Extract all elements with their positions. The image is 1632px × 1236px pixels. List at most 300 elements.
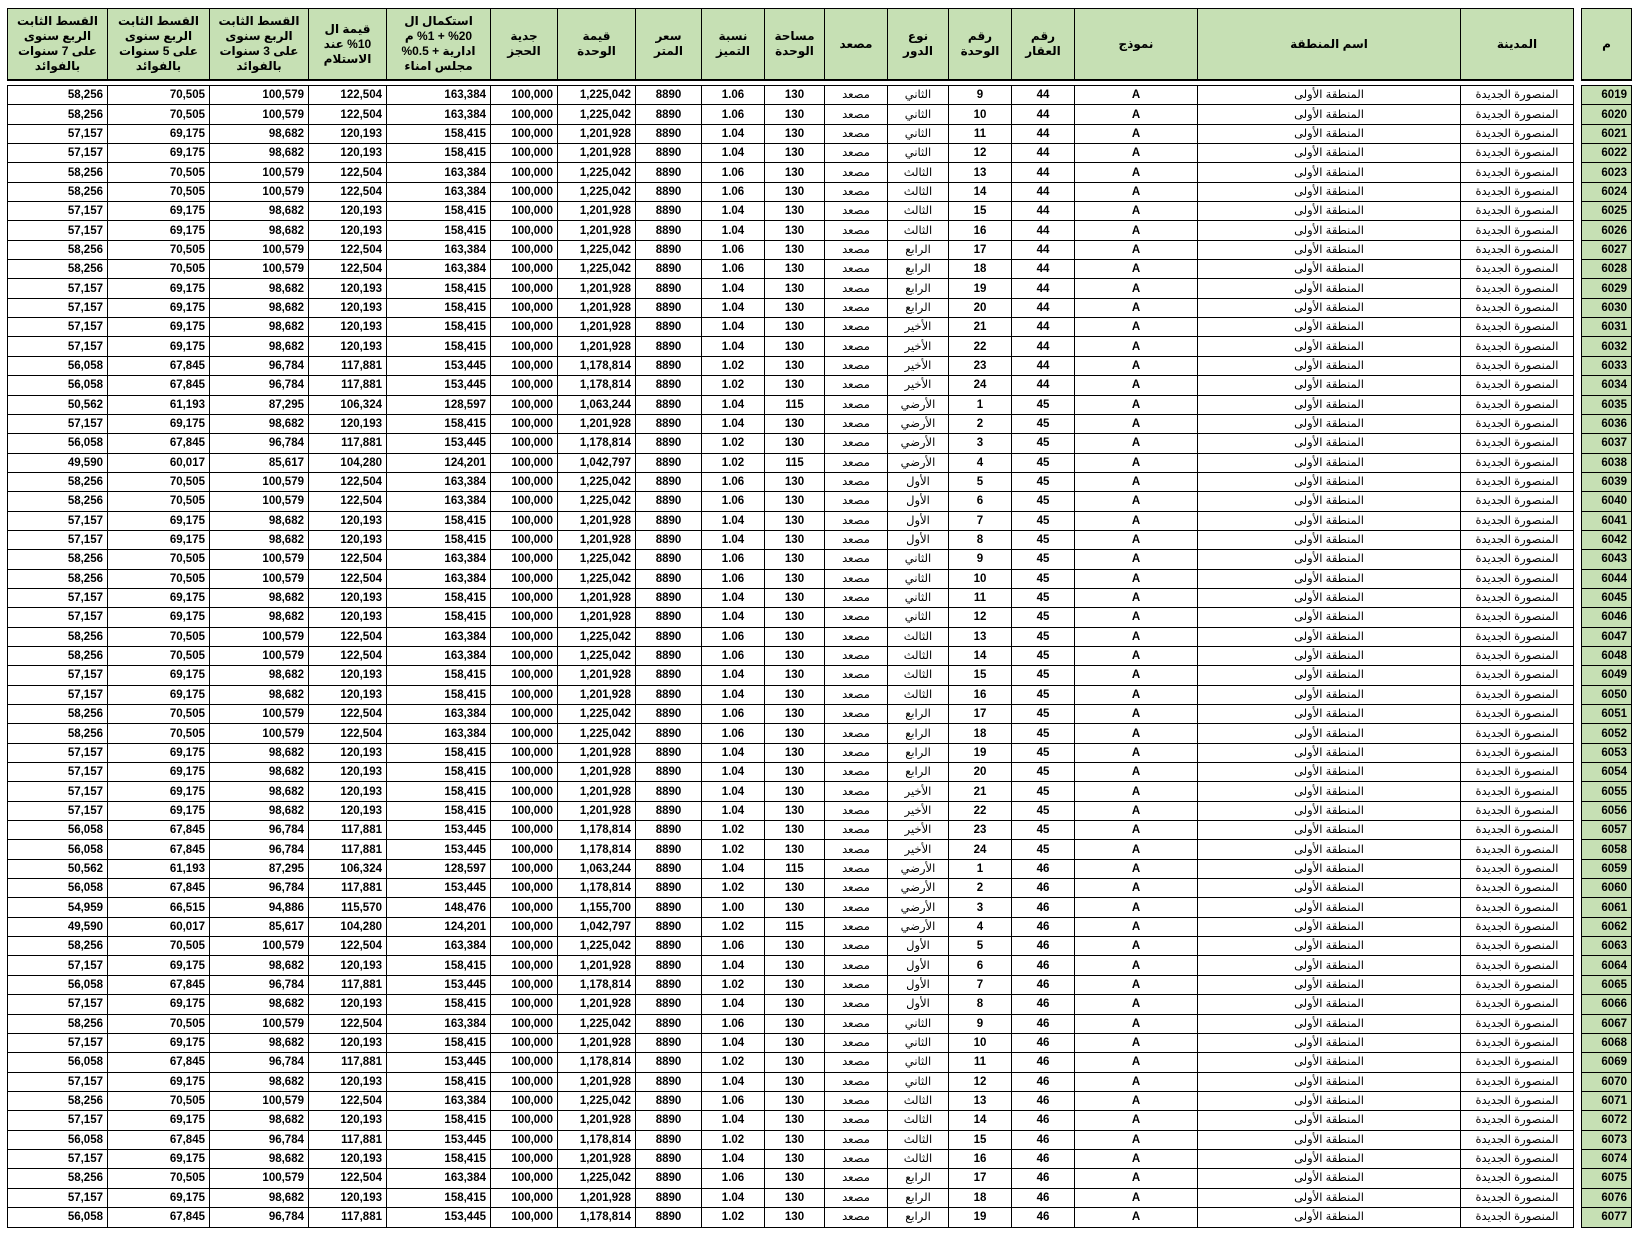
table-row [8,163,1632,182]
cell-booking: 100,000 [491,646,558,665]
cell-floor: الأول [888,995,949,1014]
cell-building: 45 [1012,395,1075,414]
cell-complete20: 153,445 [387,1130,491,1149]
cell-building: 46 [1012,1091,1075,1110]
cell-q5: 69,175 [108,666,210,685]
cell-m: 6054 [1582,763,1632,782]
cell-building: 46 [1012,1014,1075,1033]
cell-premium: 1.04 [702,337,765,356]
cell-model: A [1075,453,1198,472]
cell-q3: 98,682 [210,956,309,975]
cell-model: A [1075,434,1198,453]
cell-price-m: 8890 [636,1091,702,1110]
cell-q3: 96,784 [210,376,309,395]
cell-premium: 1.06 [702,627,765,646]
cell-q7: 57,157 [8,511,108,530]
cell-zone: المنطقة الأولى [1198,1207,1461,1227]
cell-handover10: 122,504 [309,163,387,182]
cell-zone: المنطقة الأولى [1198,318,1461,337]
cell-area: 130 [765,1188,825,1207]
spacer-cell [1574,202,1582,221]
cell-price-m: 8890 [636,221,702,240]
cell-q3: 98,682 [210,995,309,1014]
cell-unit-value: 1,201,928 [558,298,636,317]
cell-unit-value: 1,225,042 [558,472,636,491]
cell-city: المنصورة الجديدة [1461,318,1574,337]
cell-unit-value: 1,225,042 [558,1014,636,1033]
cell-area: 130 [765,705,825,724]
cell-m: 6023 [1582,163,1632,182]
cell-building: 45 [1012,530,1075,549]
cell-complete20: 158,415 [387,298,491,317]
table-row [8,86,1632,105]
cell-unit: 2 [949,879,1012,898]
cell-area: 130 [765,588,825,607]
cell-zone: المنطقة الأولى [1198,627,1461,646]
cell-q5: 70,505 [108,724,210,743]
cell-m: 6050 [1582,685,1632,704]
cell-model: A [1075,1149,1198,1168]
table-row [8,144,1632,163]
spacer-cell [1574,995,1582,1014]
cell-unit-value: 1,063,244 [558,859,636,878]
cell-zone: المنطقة الأولى [1198,1111,1461,1130]
cell-q5: 69,175 [108,221,210,240]
table-row [8,956,1632,975]
cell-city: المنصورة الجديدة [1461,956,1574,975]
cell-handover10: 122,504 [309,646,387,665]
cell-elevator: مصعد [825,163,888,182]
cell-q7: 57,157 [8,588,108,607]
cell-booking: 100,000 [491,1188,558,1207]
cell-elevator: مصعد [825,202,888,221]
cell-floor: الرابع [888,240,949,259]
cell-q5: 69,175 [108,1111,210,1130]
cell-unit: 10 [949,569,1012,588]
cell-unit-value: 1,178,814 [558,821,636,840]
cell-q3: 100,579 [210,1169,309,1188]
cell-area: 130 [765,782,825,801]
cell-building: 46 [1012,1188,1075,1207]
cell-building: 46 [1012,1169,1075,1188]
cell-unit: 3 [949,898,1012,917]
cell-unit-value: 1,201,928 [558,995,636,1014]
cell-handover10: 122,504 [309,105,387,124]
header-premium: نسبة التميز [702,9,765,81]
cell-price-m: 8890 [636,1111,702,1130]
cell-building: 45 [1012,492,1075,511]
cell-q7: 58,256 [8,646,108,665]
cell-unit-value: 1,178,814 [558,1207,636,1227]
cell-unit-value: 1,201,928 [558,337,636,356]
cell-zone: المنطقة الأولى [1198,898,1461,917]
header-handover10: قيمة ال 10% عند الاستلام [309,9,387,81]
cell-price-m: 8890 [636,356,702,375]
cell-area: 130 [765,840,825,859]
cell-floor: الثالث [888,182,949,201]
spacer-cell [1574,1053,1582,1072]
spacer-cell [1574,937,1582,956]
cell-complete20: 153,445 [387,879,491,898]
cell-m: 6071 [1582,1091,1632,1110]
cell-building: 46 [1012,879,1075,898]
cell-unit-value: 1,225,042 [558,627,636,646]
cell-unit-value: 1,201,928 [558,956,636,975]
cell-q5: 70,505 [108,472,210,491]
cell-city: المنصورة الجديدة [1461,492,1574,511]
cell-q5: 70,505 [108,1014,210,1033]
cell-premium: 1.04 [702,395,765,414]
cell-q5: 69,175 [108,298,210,317]
cell-elevator: مصعد [825,414,888,433]
cell-premium: 1.04 [702,221,765,240]
cell-q7: 58,256 [8,705,108,724]
cell-price-m: 8890 [636,86,702,105]
cell-premium: 1.04 [702,995,765,1014]
cell-building: 44 [1012,356,1075,375]
cell-m: 6025 [1582,202,1632,221]
cell-premium: 1.06 [702,260,765,279]
cell-floor: الثالث [888,627,949,646]
cell-q3: 96,784 [210,879,309,898]
cell-price-m: 8890 [636,917,702,936]
cell-q7: 58,256 [8,1014,108,1033]
cell-model: A [1075,472,1198,491]
cell-floor: الثاني [888,105,949,124]
cell-booking: 100,000 [491,743,558,762]
cell-city: المنصورة الجديدة [1461,279,1574,298]
cell-city: المنصورة الجديدة [1461,608,1574,627]
cell-unit: 12 [949,1072,1012,1091]
cell-zone: المنطقة الأولى [1198,530,1461,549]
cell-price-m: 8890 [636,240,702,259]
cell-q7: 57,157 [8,202,108,221]
cell-handover10: 122,504 [309,937,387,956]
cell-model: A [1075,879,1198,898]
spacer-cell [1574,492,1582,511]
cell-complete20: 163,384 [387,1169,491,1188]
cell-m: 6074 [1582,1149,1632,1168]
cell-elevator: مصعد [825,453,888,472]
cell-model: A [1075,318,1198,337]
cell-floor: الأرضي [888,414,949,433]
cell-q5: 69,175 [108,1188,210,1207]
cell-q7: 57,157 [8,685,108,704]
cell-model: A [1075,569,1198,588]
cell-unit: 17 [949,1169,1012,1188]
spacer-cell [1574,240,1582,259]
cell-model: A [1075,588,1198,607]
cell-elevator: مصعد [825,472,888,491]
table-row [8,898,1632,917]
spacer-cell [1574,124,1582,143]
table-row [8,1014,1632,1033]
cell-unit: 15 [949,1130,1012,1149]
cell-m: 6040 [1582,492,1632,511]
cell-q3: 85,617 [210,917,309,936]
cell-unit: 9 [949,1014,1012,1033]
cell-model: A [1075,608,1198,627]
header-index: م [1582,9,1632,81]
cell-complete20: 163,384 [387,724,491,743]
cell-area: 130 [765,434,825,453]
cell-booking: 100,000 [491,530,558,549]
cell-model: A [1075,956,1198,975]
cell-complete20: 158,415 [387,202,491,221]
cell-unit-value: 1,201,928 [558,685,636,704]
cell-area: 130 [765,1014,825,1033]
cell-city: المنصورة الجديدة [1461,569,1574,588]
spacer-cell [1574,221,1582,240]
cell-premium: 1.04 [702,1111,765,1130]
cell-handover10: 120,193 [309,743,387,762]
cell-unit-value: 1,063,244 [558,395,636,414]
cell-m: 6073 [1582,1130,1632,1149]
cell-area: 130 [765,202,825,221]
cell-model: A [1075,705,1198,724]
cell-m: 6033 [1582,356,1632,375]
spacer-cell [1574,975,1582,994]
cell-q3: 98,682 [210,1072,309,1091]
cell-unit: 8 [949,995,1012,1014]
cell-building: 45 [1012,705,1075,724]
cell-floor: الأول [888,975,949,994]
cell-q5: 69,175 [108,530,210,549]
cell-m: 6075 [1582,1169,1632,1188]
cell-unit: 20 [949,763,1012,782]
cell-model: A [1075,801,1198,820]
cell-area: 130 [765,144,825,163]
cell-unit-value: 1,201,928 [558,1033,636,1052]
cell-building: 46 [1012,1111,1075,1130]
spacer-cell [1574,743,1582,762]
cell-elevator: مصعد [825,685,888,704]
cell-unit-value: 1,201,928 [558,318,636,337]
cell-city: المنصورة الجديدة [1461,453,1574,472]
cell-booking: 100,000 [491,124,558,143]
cell-handover10: 122,504 [309,1169,387,1188]
cell-city: المنصورة الجديدة [1461,530,1574,549]
cell-complete20: 153,445 [387,975,491,994]
cell-model: A [1075,627,1198,646]
cell-complete20: 128,597 [387,395,491,414]
cell-complete20: 153,445 [387,1207,491,1227]
spacer-cell [1574,801,1582,820]
cell-elevator: مصعد [825,337,888,356]
cell-booking: 100,000 [491,202,558,221]
cell-premium: 1.00 [702,898,765,917]
cell-zone: المنطقة الأولى [1198,666,1461,685]
cell-model: A [1075,1130,1198,1149]
cell-booking: 100,000 [491,956,558,975]
cell-price-m: 8890 [636,685,702,704]
cell-city: المنصورة الجديدة [1461,1053,1574,1072]
cell-q5: 60,017 [108,917,210,936]
spacer-cell [1574,356,1582,375]
cell-building: 45 [1012,782,1075,801]
cell-elevator: مصعد [825,182,888,201]
cell-unit-value: 1,225,042 [558,646,636,665]
header-building: رقم العقار [1012,9,1075,81]
cell-unit-value: 1,178,814 [558,1053,636,1072]
cell-unit-value: 1,178,814 [558,840,636,859]
cell-m: 6070 [1582,1072,1632,1091]
cell-unit-value: 1,225,042 [558,105,636,124]
cell-unit: 16 [949,1149,1012,1168]
cell-q5: 70,505 [108,163,210,182]
table-row [8,937,1632,956]
cell-price-m: 8890 [636,569,702,588]
cell-q5: 69,175 [108,1072,210,1091]
cell-q3: 96,784 [210,1207,309,1227]
cell-handover10: 120,193 [309,318,387,337]
cell-q7: 58,256 [8,724,108,743]
cell-building: 45 [1012,511,1075,530]
cell-premium: 1.04 [702,763,765,782]
cell-q5: 69,175 [108,318,210,337]
cell-model: A [1075,376,1198,395]
cell-floor: الثالث [888,202,949,221]
cell-city: المنصورة الجديدة [1461,685,1574,704]
cell-unit-value: 1,201,928 [558,1149,636,1168]
table-row [8,472,1632,491]
cell-unit-value: 1,178,814 [558,879,636,898]
spacer-cell [1574,898,1582,917]
cell-price-m: 8890 [636,627,702,646]
cell-unit: 10 [949,105,1012,124]
spacer-cell [1574,879,1582,898]
cell-q3: 96,784 [210,975,309,994]
cell-m: 6062 [1582,917,1632,936]
cell-m: 6047 [1582,627,1632,646]
cell-elevator: مصعد [825,1111,888,1130]
cell-q5: 70,505 [108,646,210,665]
cell-q3: 100,579 [210,86,309,105]
cell-complete20: 163,384 [387,1091,491,1110]
cell-unit: 20 [949,298,1012,317]
cell-m: 6037 [1582,434,1632,453]
cell-model: A [1075,1111,1198,1130]
cell-city: المنصورة الجديدة [1461,1207,1574,1227]
cell-complete20: 153,445 [387,434,491,453]
cell-unit: 1 [949,859,1012,878]
cell-handover10: 120,193 [309,298,387,317]
cell-model: A [1075,163,1198,182]
cell-building: 46 [1012,956,1075,975]
cell-q5: 61,193 [108,859,210,878]
table-row [8,705,1632,724]
cell-booking: 100,000 [491,821,558,840]
cell-area: 130 [765,530,825,549]
cell-area: 130 [765,801,825,820]
cell-q7: 58,256 [8,1091,108,1110]
cell-q3: 98,682 [210,202,309,221]
cell-price-m: 8890 [636,492,702,511]
spacer-cell [1574,550,1582,569]
cell-zone: المنطقة الأولى [1198,569,1461,588]
cell-unit-value: 1,178,814 [558,376,636,395]
cell-price-m: 8890 [636,550,702,569]
cell-q7: 58,256 [8,569,108,588]
cell-price-m: 8890 [636,608,702,627]
cell-model: A [1075,144,1198,163]
cell-q7: 58,256 [8,472,108,491]
cell-complete20: 163,384 [387,105,491,124]
cell-unit-value: 1,042,797 [558,453,636,472]
cell-unit: 21 [949,782,1012,801]
cell-complete20: 124,201 [387,917,491,936]
cell-city: المنصورة الجديدة [1461,221,1574,240]
cell-handover10: 122,504 [309,86,387,105]
cell-handover10: 106,324 [309,395,387,414]
cell-booking: 100,000 [491,1169,558,1188]
cell-complete20: 158,415 [387,1111,491,1130]
cell-price-m: 8890 [636,879,702,898]
cell-area: 130 [765,763,825,782]
spacer-cell [1574,1207,1582,1227]
cell-m: 6034 [1582,376,1632,395]
cell-unit: 7 [949,511,1012,530]
cell-model: A [1075,1072,1198,1091]
cell-q7: 58,256 [8,492,108,511]
cell-city: المنصورة الجديدة [1461,86,1574,105]
cell-unit-value: 1,201,928 [558,782,636,801]
cell-city: المنصورة الجديدة [1461,240,1574,259]
cell-handover10: 120,193 [309,337,387,356]
cell-building: 45 [1012,627,1075,646]
cell-unit-value: 1,225,042 [558,1169,636,1188]
cell-floor: الرابع [888,743,949,762]
cell-floor: الثالث [888,685,949,704]
cell-q7: 58,256 [8,550,108,569]
cell-complete20: 158,415 [387,414,491,433]
cell-unit-value: 1,225,042 [558,260,636,279]
cell-q3: 100,579 [210,1091,309,1110]
cell-booking: 100,000 [491,666,558,685]
cell-q7: 57,157 [8,144,108,163]
cell-q7: 56,058 [8,1130,108,1149]
cell-price-m: 8890 [636,511,702,530]
cell-q3: 98,682 [210,743,309,762]
cell-area: 130 [765,1130,825,1149]
cell-zone: المنطقة الأولى [1198,492,1461,511]
cell-model: A [1075,1188,1198,1207]
table-row [8,1111,1632,1130]
cell-elevator: مصعد [825,356,888,375]
cell-q3: 100,579 [210,260,309,279]
spacer-cell [1574,1111,1582,1130]
cell-elevator: مصعد [825,666,888,685]
header-model: نموذج [1075,9,1198,81]
cell-floor: الأول [888,492,949,511]
cell-q5: 70,505 [108,86,210,105]
spacer-cell [1574,1169,1582,1188]
cell-complete20: 158,415 [387,763,491,782]
cell-price-m: 8890 [636,782,702,801]
cell-q3: 98,682 [210,782,309,801]
table-row [8,182,1632,201]
cell-booking: 100,000 [491,511,558,530]
cell-q7: 57,157 [8,1033,108,1052]
spacer-cell [1574,318,1582,337]
cell-q7: 57,157 [8,956,108,975]
cell-handover10: 122,504 [309,240,387,259]
cell-q3: 98,682 [210,511,309,530]
cell-price-m: 8890 [636,975,702,994]
cell-q5: 69,175 [108,279,210,298]
cell-zone: المنطقة الأولى [1198,879,1461,898]
cell-premium: 1.04 [702,859,765,878]
